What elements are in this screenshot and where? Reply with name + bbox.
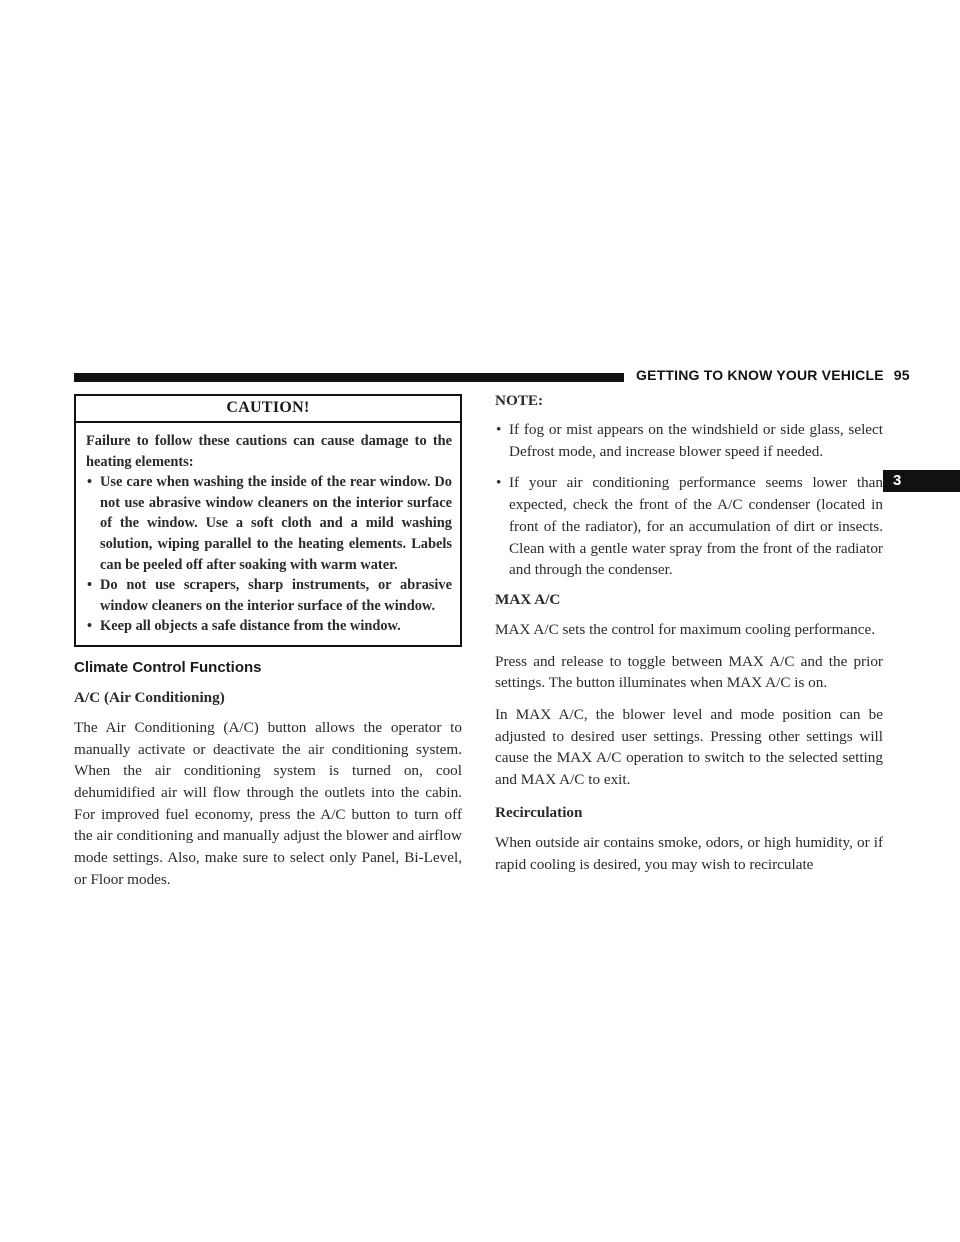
- note-item: • If your air conditioning performance seems lower than expected, check the front of the A/C condenser (located in front of the radiator), for an accumulation of dirt or insects. Clean with a gentle water spray from the front of the radiator and through the condenser.: [496, 474, 883, 579]
- max-ac-heading: MAX A/C: [495, 590, 561, 608]
- caution-intro: Failure to follow these cautions can cause damage to the heating elements:: [86, 433, 452, 470]
- chapter-tab: 3: [883, 470, 960, 492]
- left-column: [74, 394, 462, 891]
- caution-item: • Do not use scrapers, sharp instruments, or abrasive window cleaners on the interior surface of the window.: [87, 577, 452, 614]
- bullet-icon: •: [87, 577, 93, 594]
- max-ac-paragraph-3: In MAX A/C, the blower level and mode position can be adjusted to desired user settings. Pressing other settings will cause the MAX A/C operation to switch to the selected setting and MAX A/C to exit.: [495, 706, 883, 789]
- bullet-icon: •: [87, 474, 93, 491]
- caution-body: [76, 423, 460, 645]
- running-header: [636, 367, 910, 383]
- note-label: NOTE:: [495, 392, 544, 409]
- right-column: [495, 392, 883, 875]
- climate-heading: Climate Control Functions: [74, 658, 262, 676]
- ac-heading: A/C (Air Conditioning): [74, 688, 225, 706]
- bullet-icon: •: [496, 474, 502, 492]
- bullet-icon: •: [496, 421, 502, 438]
- caution-box: [74, 394, 462, 647]
- caution-item: • Keep all objects a safe distance from the window.: [86, 616, 452, 637]
- recirculation-paragraph: When outside air contains smoke, odors, or high humidity, or if rapid cooling is desired, you may wish to recirculate: [495, 833, 883, 873]
- note-item: • If fog or mist appears on the windshield or side glass, select Defrost mode, and increase blower speed if needed.: [496, 421, 883, 460]
- bullet-icon: •: [87, 618, 93, 635]
- recirculation-heading: Recirculation: [495, 803, 583, 821]
- ac-paragraph: The Air Conditioning (A/C) button allows the operator to manually activate or deactivate the air conditioning system. When the air conditioning system is turned on, cool dehumidified air will flow through the outlets into the cabin. For improved fuel economy, press the A/C button to turn off the air conditioning and manually adjust the blower and airflow mode settings. Also, make sure to select only Panel, Bi-Level, or Floor modes.: [74, 718, 462, 888]
- page-number: 95: [893, 367, 910, 383]
- max-ac-paragraph-1: MAX A/C sets the control for maximum cooling performance.: [495, 620, 876, 638]
- note-list: [495, 419, 883, 581]
- caution-title: CAUTION!: [76, 396, 460, 423]
- section-title: GETTING TO KNOW YOUR VEHICLE: [636, 367, 884, 383]
- max-ac-paragraph-2: Press and release to toggle between MAX A/C and the prior settings. The button illuminates when MAX A/C is on.: [495, 652, 883, 692]
- header-rule: [74, 373, 624, 382]
- caution-list: [86, 472, 452, 637]
- caution-item: • Use care when washing the inside of the rear window. Do not use abrasive window cleaners on the interior surface of the window. Use a soft cloth and a mild washing solution, wiping parallel to the heating elements. Labels can be peeled off after soaking with warm water.: [87, 474, 452, 573]
